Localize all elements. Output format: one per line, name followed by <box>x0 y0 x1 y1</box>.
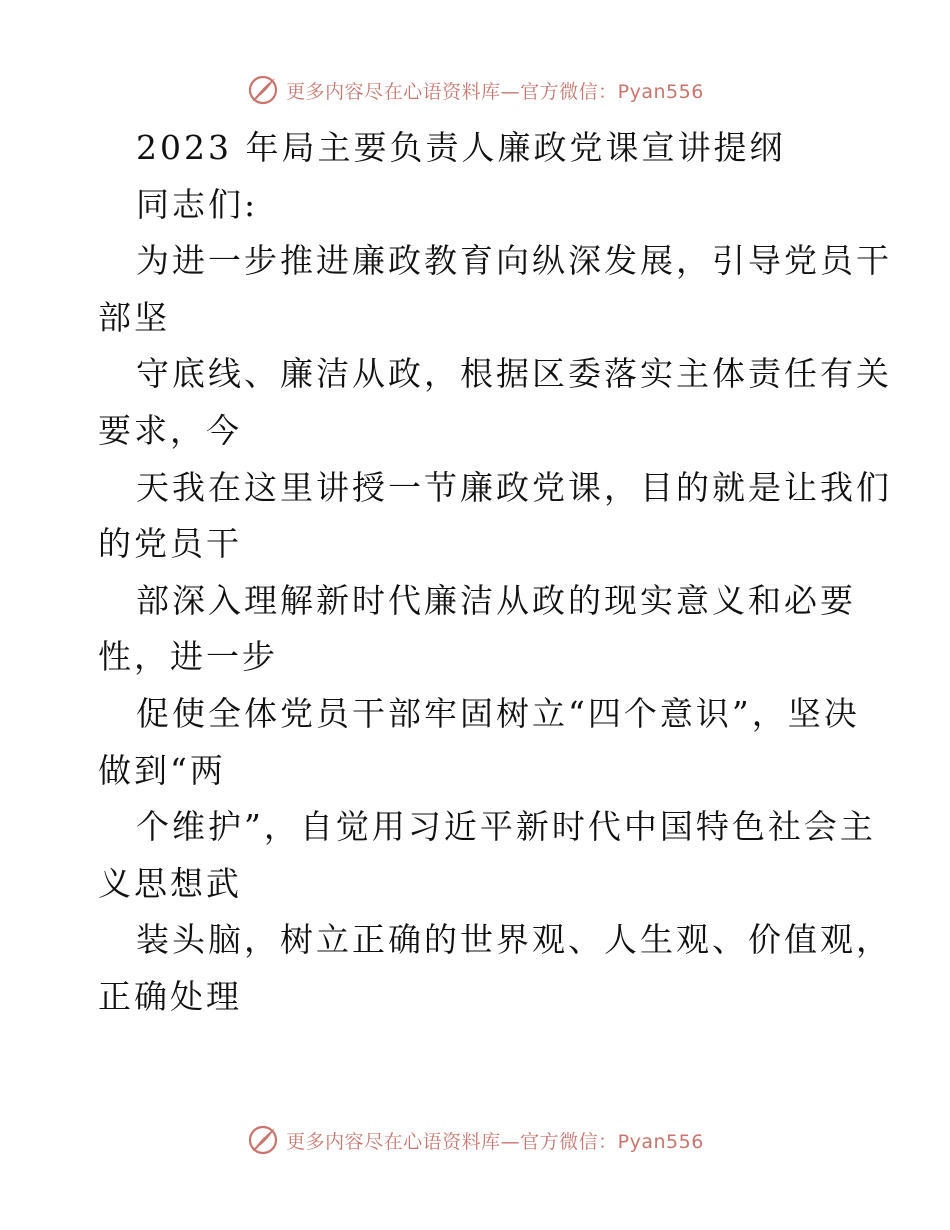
text-line: 天我在这里讲授一节廉政党课，目的就是让我们 <box>136 467 892 507</box>
text-line: 装头脑，树立正确的世界观、人生观、价值观， <box>136 920 892 960</box>
feather-pen-seal-icon <box>246 1123 280 1157</box>
text-line: 促使全体党员干部牢固树立“四个意识”，坚决 <box>136 693 860 733</box>
text-line: 正确处理 <box>98 976 242 1016</box>
text-line: 守底线、廉洁从政，根据区委落实主体责任有关 <box>136 354 892 394</box>
text-line: 义思想武 <box>98 863 242 903</box>
document-body <box>98 120 892 1026</box>
text-line: 同志们: <box>136 184 259 224</box>
text-line: 为进一步推进廉政教育向纵深发展，引导党员干 <box>136 241 892 281</box>
watermark-banner-bottom <box>0 1120 950 1160</box>
text-line: 个维护”，自觉用习近平新时代中国特色社会主 <box>136 807 876 847</box>
watermark-text: 更多内容尽在心语资料库—官方微信：Pyan556 <box>286 80 704 103</box>
text-line: 性，进一步 <box>98 637 278 677</box>
watermark-banner-top <box>0 70 950 110</box>
text-line: 部坚 <box>98 297 170 337</box>
text-line: 要求，今 <box>98 410 242 450</box>
feather-pen-seal-icon <box>246 73 280 107</box>
text-line: 做到“两 <box>98 750 226 790</box>
document-title: 2023 年局主要负责人廉政党课宣讲提纲 <box>136 128 786 167</box>
watermark-text: 更多内容尽在心语资料库—官方微信：Pyan556 <box>286 1130 704 1153</box>
text-line: 的党员干 <box>98 524 242 564</box>
text-line: 部深入理解新时代廉洁从政的现实意义和必要 <box>136 580 856 620</box>
